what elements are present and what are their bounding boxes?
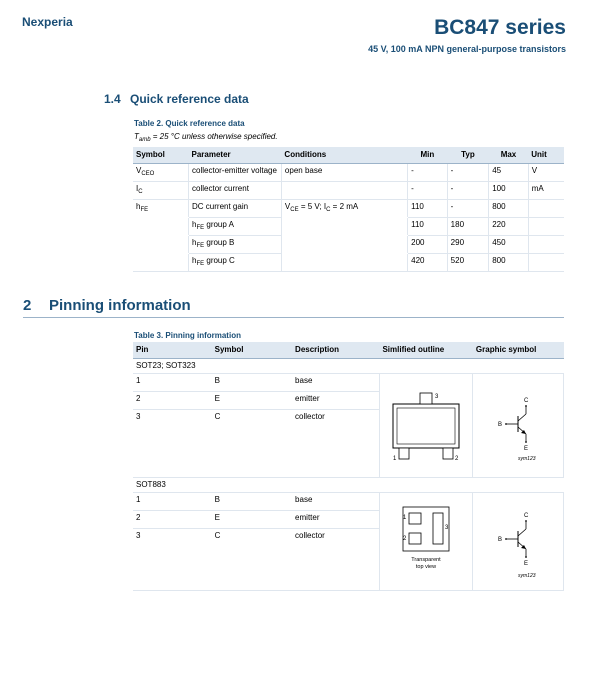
- header-symbol: Symbol: [133, 147, 189, 164]
- symbol-collector-label: C: [524, 398, 529, 404]
- cell-unit: V: [528, 164, 564, 182]
- document-subtitle: 45 V, 100 mA NPN general-purpose transistors: [368, 44, 566, 54]
- cell-min: 110: [408, 218, 448, 236]
- section-divider: [23, 317, 564, 318]
- table-row: [133, 200, 564, 218]
- cell-typ: -: [447, 200, 489, 218]
- sot23-outline-drawing: [385, 376, 467, 472]
- pinning-table: [133, 342, 564, 591]
- cell-parameter: collector-emitter voltage: [189, 164, 282, 182]
- section-2-heading: [23, 297, 191, 314]
- sot883-outline-drawing: [385, 495, 467, 585]
- cell-typ: 180: [447, 218, 489, 236]
- symbol-collector-label: C: [524, 513, 529, 519]
- brand-name: Nexperia: [22, 15, 73, 29]
- cell-pin: 3: [133, 410, 212, 478]
- cell-conditions: [281, 254, 407, 272]
- outline-pin-label: 2: [403, 536, 407, 542]
- cell-unit: [528, 254, 564, 272]
- section-number: 1.4: [104, 92, 121, 106]
- cell-symbol: B: [212, 374, 292, 392]
- cell-symbol: C: [212, 410, 292, 478]
- cell-symbol: [133, 236, 189, 254]
- graphic-symbol-cell: [473, 493, 564, 591]
- table-row: [133, 218, 564, 236]
- header-graphic-symbol: Graphic symbol: [473, 342, 564, 359]
- cell-pin: 1: [133, 493, 212, 511]
- section-title: Quick reference data: [130, 92, 249, 106]
- cell-conditions: [281, 218, 407, 236]
- cell-typ: -: [447, 182, 489, 200]
- cell-min: -: [408, 182, 448, 200]
- cell-symbol: C: [212, 529, 292, 591]
- header-typ: Typ: [447, 147, 489, 164]
- cell-description: collector: [292, 529, 379, 591]
- cell-parameter: collector current: [189, 182, 282, 200]
- header-symbol: Symbol: [212, 342, 292, 359]
- section-title: Pinning information: [49, 297, 191, 314]
- cell-unit: [528, 236, 564, 254]
- cell-max: 45: [489, 164, 529, 182]
- cell-pin: 3: [133, 529, 212, 591]
- outline-pin-label: 3: [435, 394, 439, 400]
- group-row: [133, 359, 564, 374]
- cell-symbol: [133, 218, 189, 236]
- outline-pin-label: 1: [403, 515, 407, 521]
- table-row: [133, 493, 564, 511]
- table3-caption: Table 3. Pinning information: [134, 331, 241, 340]
- cell-max: 800: [489, 200, 529, 218]
- cell-symbol: E: [212, 392, 292, 410]
- cell-pin: 2: [133, 511, 212, 529]
- table-row: [133, 254, 564, 272]
- header-parameter: Parameter: [189, 147, 282, 164]
- cell-symbol: $V_{CEO}$: [133, 164, 189, 182]
- cell-max: 800: [489, 254, 529, 272]
- cell-unit: [528, 200, 564, 218]
- symbol-base-label: B: [498, 537, 503, 543]
- graphic-symbol-cell: [473, 374, 564, 478]
- header-conditions: Conditions: [281, 147, 407, 164]
- cell-conditions: [281, 236, 407, 254]
- header-outline: Simlified outline: [379, 342, 472, 359]
- cell-symbol: B: [212, 493, 292, 511]
- cell-symbol: [133, 254, 189, 272]
- outline-cell: [379, 374, 472, 478]
- cell-min: 200: [408, 236, 448, 254]
- table-row: [133, 182, 564, 200]
- transistor-symbol: [478, 495, 558, 585]
- transistor-symbol: [478, 376, 558, 472]
- symbol-base-label: B: [498, 422, 503, 428]
- cell-typ: 290: [447, 236, 489, 254]
- section-number: 2: [23, 297, 32, 314]
- cell-parameter: $h_{FE}$ group A: [189, 218, 282, 236]
- symbol-emitter-label: E: [524, 446, 529, 452]
- cell-unit: mA: [528, 182, 564, 200]
- cell-description: emitter: [292, 511, 379, 529]
- symbol-ref: sym123: [518, 456, 536, 462]
- cell-max: 100: [489, 182, 529, 200]
- outline-pin-label: 3: [445, 525, 449, 531]
- header-max: Max: [489, 147, 529, 164]
- table-header-row: [133, 342, 564, 359]
- cell-pin: 1: [133, 374, 212, 392]
- header-pin: Pin: [133, 342, 212, 359]
- table2-caption: Table 2. Quick reference data: [134, 119, 245, 128]
- cell-min: 420: [408, 254, 448, 272]
- cell-description: collector: [292, 410, 379, 478]
- symbol-emitter-label: E: [524, 561, 529, 567]
- header-unit: Unit: [528, 147, 564, 164]
- quick-reference-table: [133, 147, 564, 272]
- group-name: SOT23; SOT323: [133, 359, 564, 374]
- cell-unit: [528, 218, 564, 236]
- cell-typ: 520: [447, 254, 489, 272]
- cell-parameter: DC current gain: [189, 200, 282, 218]
- table2-note: $T_{amb} = 25$ °C unless otherwise specified.: [134, 132, 278, 143]
- table-row: [133, 236, 564, 254]
- cell-typ: -: [447, 164, 489, 182]
- cell-min: -: [408, 164, 448, 182]
- outline-caption: top view: [416, 564, 437, 570]
- group-row: [133, 478, 564, 493]
- table-header-row: [133, 147, 564, 164]
- cell-description: base: [292, 374, 379, 392]
- cell-symbol: $h_{FE}$: [136, 202, 149, 213]
- outline-pin-label: 1: [393, 456, 397, 462]
- cell-description: base: [292, 493, 379, 511]
- cell-symbol: E: [212, 511, 292, 529]
- cell-min: 110: [408, 200, 448, 218]
- cell-parameter: $h_{FE}$ group C: [189, 254, 282, 272]
- cell-max: 450: [489, 236, 529, 254]
- cell-max: 220: [489, 218, 529, 236]
- cell-conditions: $V_{CE} = 5$ V; $I_C = 2$ mA: [281, 200, 407, 218]
- table-row: [133, 374, 564, 392]
- outline-cell: [379, 493, 472, 591]
- cell-pin: 2: [133, 392, 212, 410]
- symbol-ref: sym123: [518, 573, 536, 579]
- outline-pin-label: 2: [455, 456, 459, 462]
- outline-caption: Transparent: [411, 557, 441, 563]
- cell-conditions: open base: [281, 164, 407, 182]
- cell-parameter: $h_{FE}$ group B: [189, 236, 282, 254]
- header-min: Min: [408, 147, 448, 164]
- table-row: [133, 164, 564, 182]
- section-1-4-heading: [104, 92, 249, 106]
- cell-conditions: [281, 182, 407, 200]
- document-title: BC847 series: [434, 16, 566, 39]
- group-name: SOT883: [133, 478, 564, 493]
- header-description: Description: [292, 342, 379, 359]
- cell-symbol: $I_C$: [133, 182, 189, 200]
- cell-description: emitter: [292, 392, 379, 410]
